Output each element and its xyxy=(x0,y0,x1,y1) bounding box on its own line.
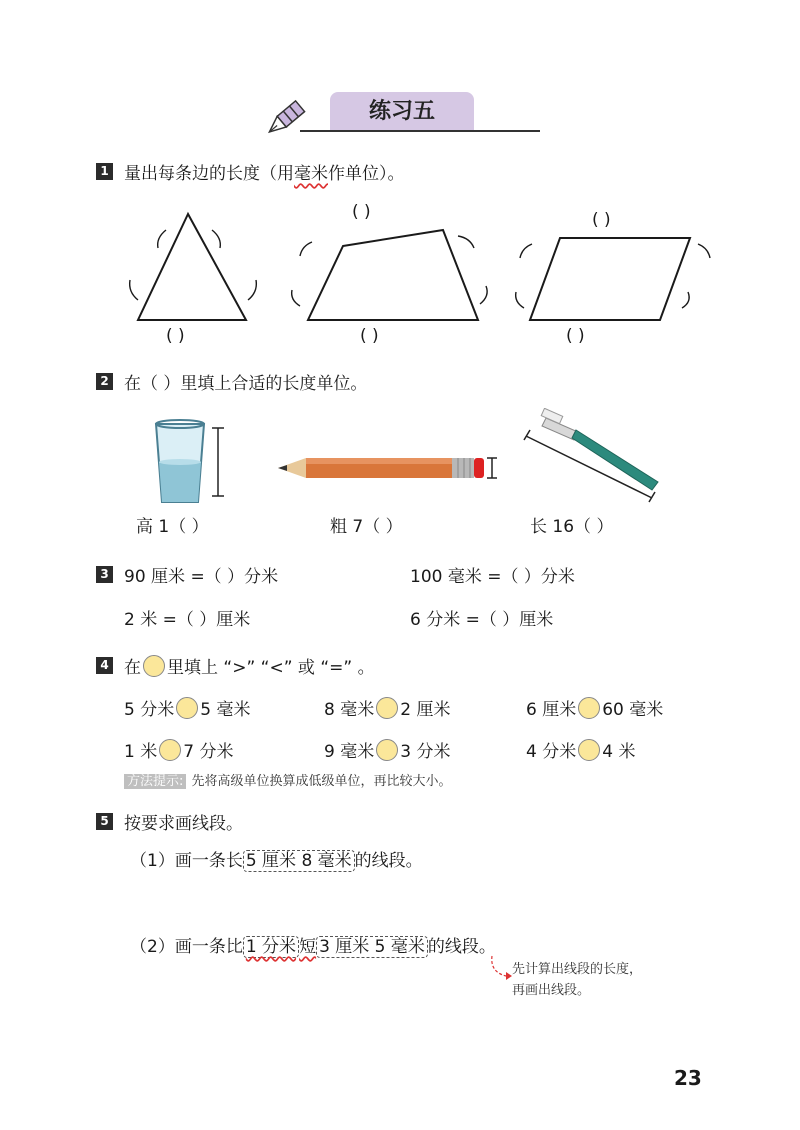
compare-circle[interactable] xyxy=(578,739,600,761)
q5-part2-diff: 3 厘米 5 毫米 xyxy=(316,936,428,958)
q5-part1-length: 5 厘米 8 毫米 xyxy=(243,850,355,872)
q5-part2-e: 的线段。 xyxy=(427,937,496,957)
q1-number-badge: 1 xyxy=(96,163,113,180)
circle-icon xyxy=(143,655,165,677)
compare-circle[interactable] xyxy=(159,739,181,761)
q2-glass-label: 高 1（ ） xyxy=(136,517,209,537)
q3-row2-right: 6 分米 =（ ）厘米 xyxy=(410,610,554,630)
compare-circle[interactable] xyxy=(578,697,600,719)
hint-text: 先将高级单位换算成低级单位，再比较大小。 xyxy=(191,774,452,789)
q2-prompt: 在（ ）里填上合适的长度单位。 xyxy=(124,374,368,394)
q4-item-1-3 xyxy=(526,695,663,720)
trapezoid-shape xyxy=(308,230,478,320)
q1-paren-trapezoid-top[interactable]: ( ) xyxy=(352,202,371,222)
q5-part2-short: 短 xyxy=(299,937,317,957)
q4-item-2-2 xyxy=(324,737,450,762)
q3-row1-right: 100 毫米 =（ ）分米 xyxy=(410,567,575,587)
q4-number-badge: 4 xyxy=(96,657,113,674)
glass-icon xyxy=(150,418,240,510)
triangle-shape xyxy=(138,214,246,320)
page-title: 练习五 xyxy=(330,92,474,132)
q1-paren-triangle-bottom[interactable]: ( ) xyxy=(166,326,185,346)
q4-item-right: 7 分米 xyxy=(183,742,234,762)
toothbrush-icon xyxy=(516,408,666,504)
q5-part2 xyxy=(130,932,496,957)
q5-part2-base: 1 分米 xyxy=(243,936,299,958)
q4-prompt xyxy=(124,653,375,678)
compare-circle[interactable] xyxy=(376,739,398,761)
q4-item-right: 60 毫米 xyxy=(602,700,664,720)
q4-prompt-a: 在 xyxy=(124,658,141,678)
q4-item-right: 2 厘米 xyxy=(400,700,451,720)
q4-item-left: 1 米 xyxy=(124,742,158,762)
title-underline xyxy=(300,130,540,132)
q4-item-2-3 xyxy=(526,737,635,762)
q4-item-1-2 xyxy=(324,695,450,720)
pencil-icon xyxy=(278,452,502,484)
q4-item-left: 9 毫米 xyxy=(324,742,375,762)
q1-prompt-b: 作单位）。 xyxy=(328,164,405,184)
q5-note-line1: 先计算出线段的长度， xyxy=(512,962,643,977)
q4-item-left: 8 毫米 xyxy=(324,700,375,720)
q1-paren-parallelogram-top[interactable]: ( ) xyxy=(592,210,611,230)
q2-pencil-label: 粗 7（ ） xyxy=(330,517,403,537)
q1-prompt-a: 量出每条边的长度（用 xyxy=(124,164,294,184)
q4-item-right: 3 分米 xyxy=(400,742,451,762)
q4-item-right: 4 米 xyxy=(602,742,636,762)
q1-paren-trapezoid-bottom[interactable]: ( ) xyxy=(360,326,379,346)
q3-number-badge: 3 xyxy=(96,566,113,583)
q5-prompt: 按要求画线段。 xyxy=(124,814,243,834)
q1-shapes xyxy=(0,200,800,360)
q5-part1-c: 的线段。 xyxy=(354,851,423,871)
hint-label: 方法提示: xyxy=(124,774,186,789)
q1-unit: 毫米 xyxy=(294,164,328,184)
q1-paren-parallelogram-bottom[interactable]: ( ) xyxy=(566,326,585,346)
q4-hint xyxy=(124,770,452,789)
q5-part2-a: （2）画一条比 xyxy=(130,937,243,957)
q4-item-left: 4 分米 xyxy=(526,742,577,762)
q5-note-line2: 再画出线段。 xyxy=(512,983,591,998)
q4-prompt-b: 里填上 “>” “<” 或 “=” 。 xyxy=(167,658,375,678)
q4-item-left: 6 厘米 xyxy=(526,700,577,720)
q3-row2-left: 2 米 =（ ）厘米 xyxy=(124,610,251,630)
page-number: 23 xyxy=(674,1066,702,1090)
edge-brackets xyxy=(130,230,710,308)
q2-number-badge: 2 xyxy=(96,373,113,390)
parallelogram-shape xyxy=(530,238,690,320)
q4-item-left: 5 分米 xyxy=(124,700,175,720)
q4-item-right: 5 毫米 xyxy=(200,700,251,720)
compare-circle[interactable] xyxy=(376,697,398,719)
q5-number-badge: 5 xyxy=(96,813,113,830)
q4-item-2-1 xyxy=(124,737,233,762)
compare-circle[interactable] xyxy=(176,697,198,719)
q1-prompt xyxy=(124,159,405,184)
q5-part1-a: （1）画一条长 xyxy=(130,851,243,871)
q4-item-1-1 xyxy=(124,695,250,720)
q5-part1 xyxy=(130,846,423,871)
q3-row1-left: 90 厘米 =（ ）分米 xyxy=(124,567,279,587)
q2-toothbrush-label: 长 16（ ） xyxy=(530,517,614,537)
